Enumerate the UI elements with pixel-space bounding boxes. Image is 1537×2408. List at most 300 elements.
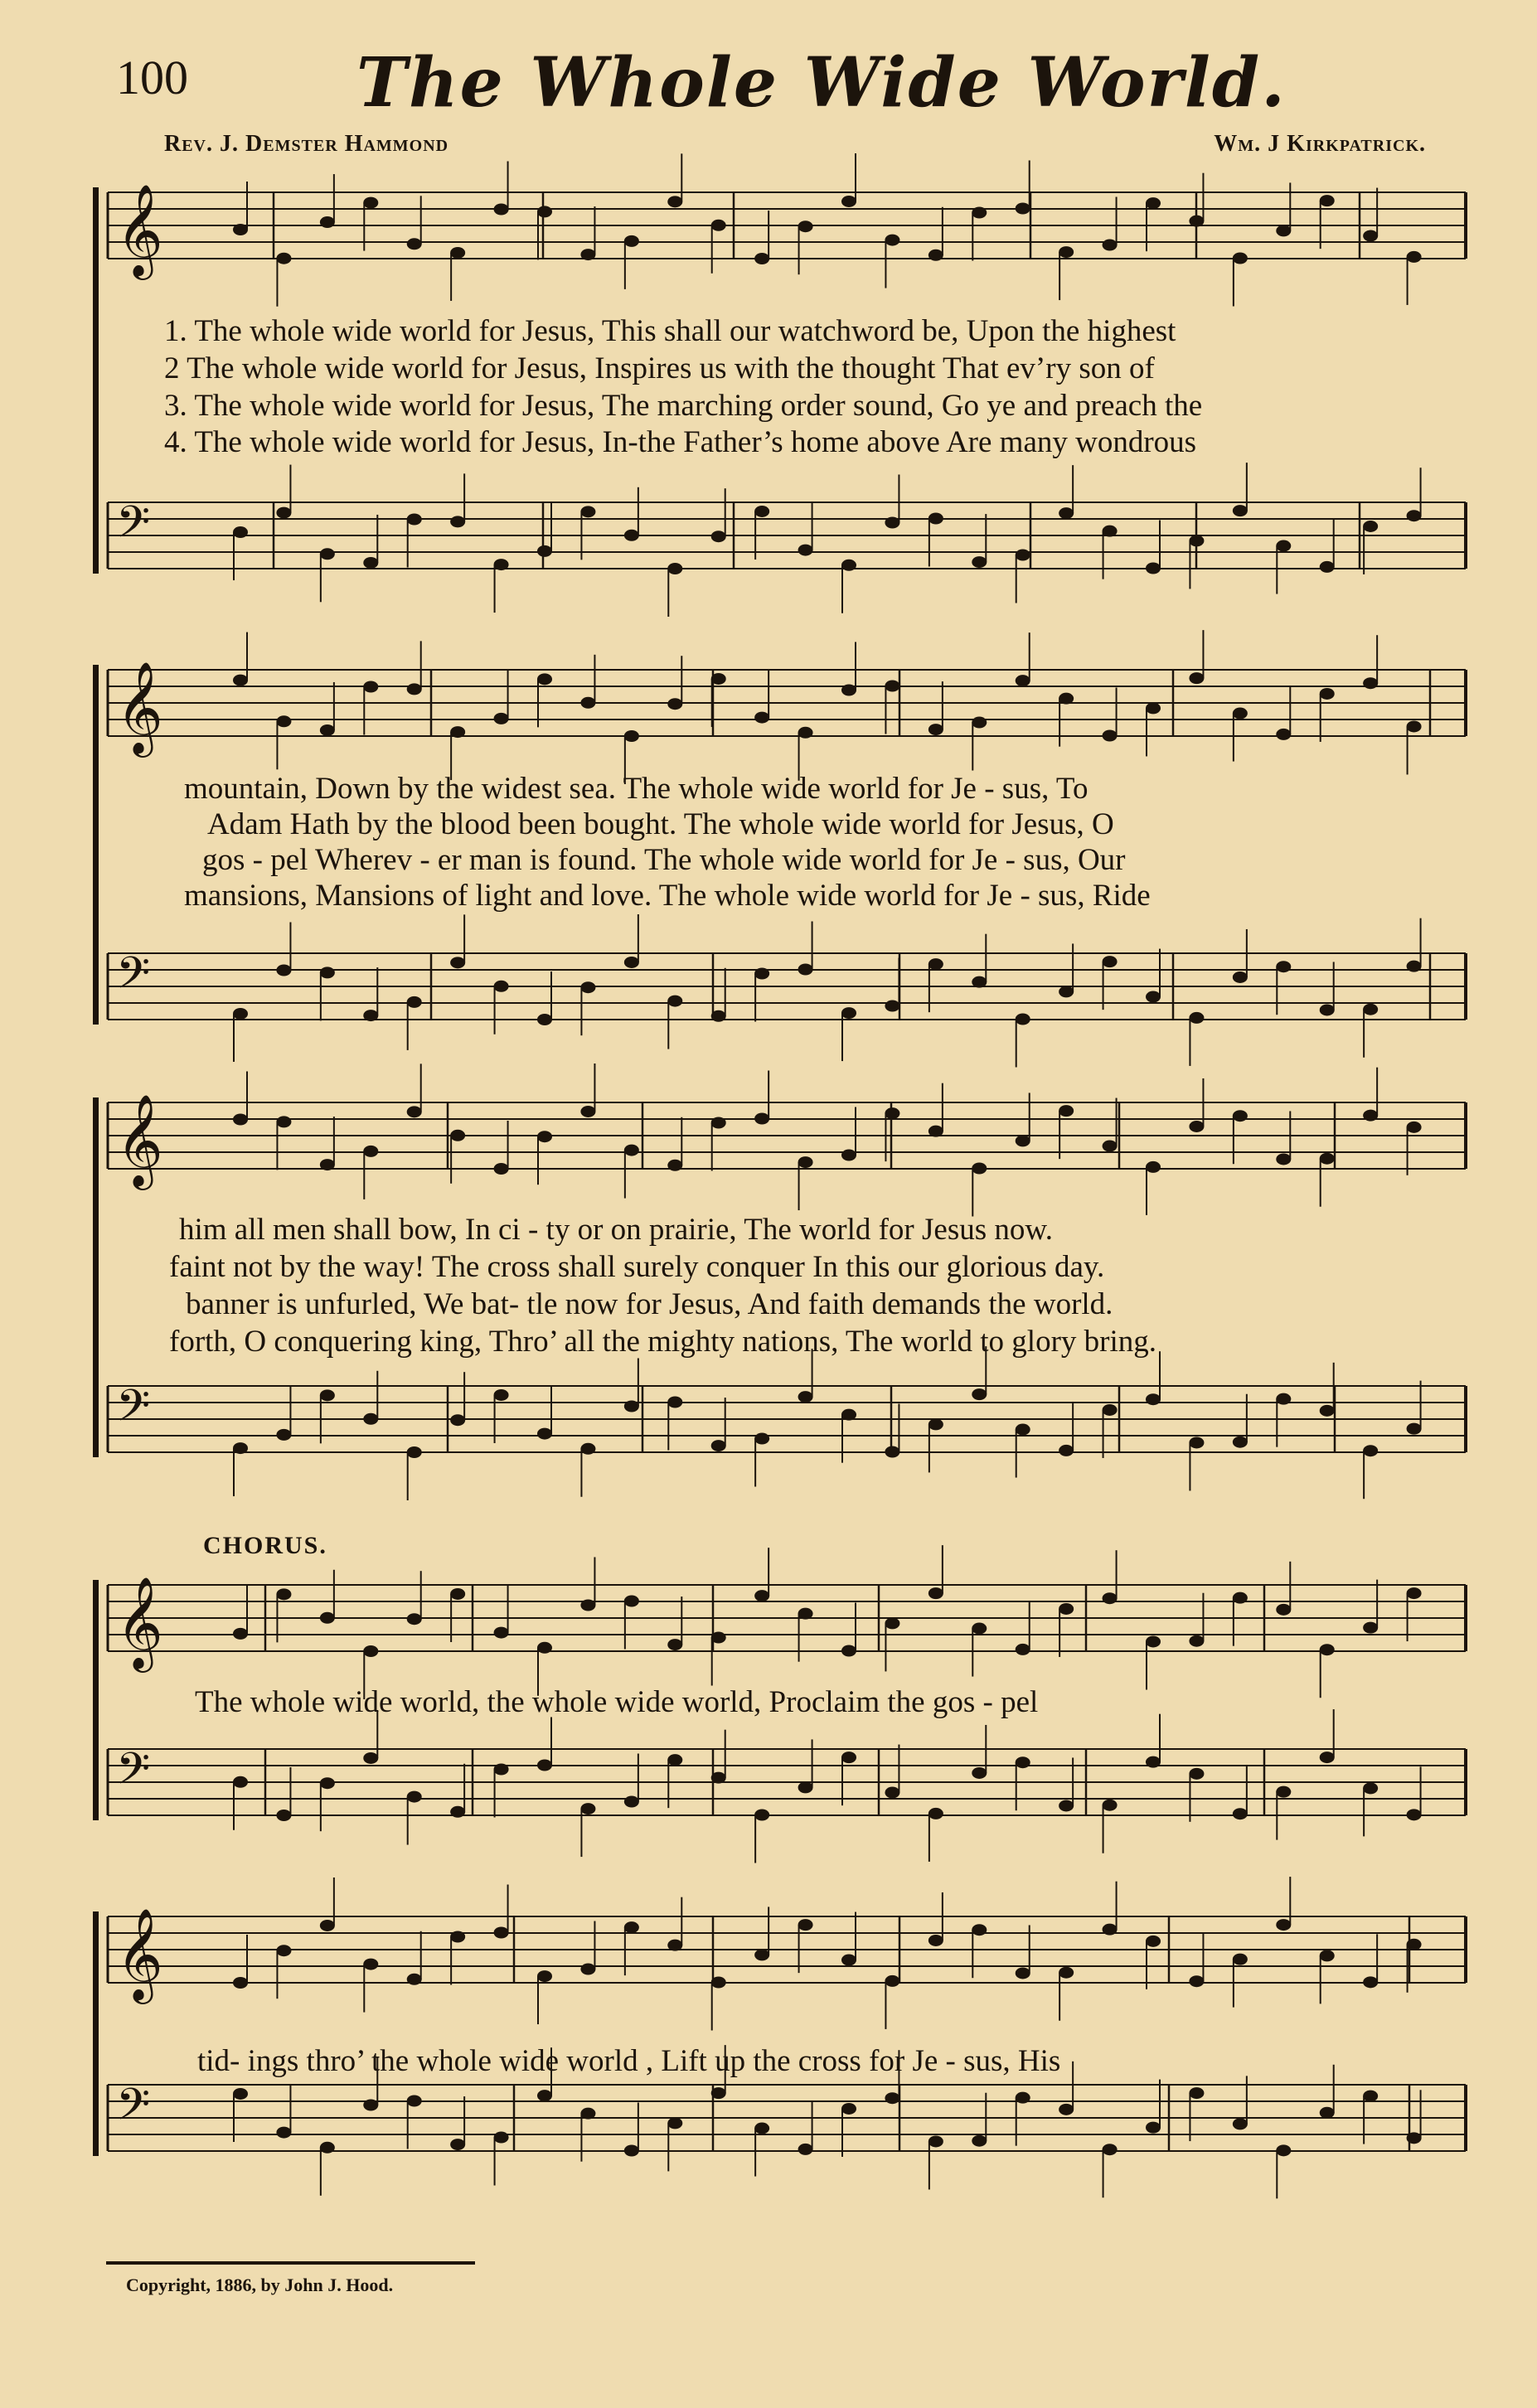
lyric-line: 3. The whole wide world for Jesus, The marching order sound, Go ye and preach the	[164, 389, 1203, 423]
note-head	[450, 247, 465, 259]
note-head	[841, 1955, 856, 1966]
lyric-line: 1. The whole wide world for Jesus, This shall our watchword be, Upon the highest	[164, 314, 1176, 348]
note-head	[233, 224, 248, 235]
bass-clef-icon: 𝄢	[116, 1744, 151, 1805]
note-head	[1407, 251, 1422, 263]
composer-credit: Wm. J Kirkpatrick.	[1214, 131, 1426, 157]
note-head	[1189, 1635, 1204, 1647]
note-head	[363, 2100, 378, 2111]
note-head	[929, 958, 943, 970]
note-head	[1276, 1786, 1291, 1798]
note-head	[450, 726, 465, 738]
note-head	[798, 1391, 813, 1403]
treble-clef-icon: 𝄞	[116, 1907, 163, 2000]
note-head	[320, 216, 335, 228]
note-head	[624, 1401, 639, 1412]
note-head	[885, 1787, 899, 1799]
note-head	[494, 559, 509, 570]
note-head	[1146, 1756, 1161, 1768]
note-head	[841, 1409, 856, 1421]
note-head	[320, 1777, 335, 1789]
note-head	[841, 1150, 856, 1161]
note-head	[363, 681, 378, 693]
note-head	[407, 1791, 422, 1803]
note-head	[1059, 246, 1074, 258]
note-head	[798, 727, 813, 739]
lyric-line: banner is unfurled, We bat- tle now for Jesus, And faith demands the world.	[186, 1287, 1113, 1321]
note-head	[1276, 1919, 1291, 1931]
note-head	[1016, 1756, 1030, 1768]
treble-clef-icon: 𝄞	[116, 661, 163, 753]
note-head	[972, 207, 987, 219]
note-head	[320, 1612, 335, 1624]
note-head	[580, 1964, 595, 1975]
note-head	[1103, 1592, 1118, 1604]
note-head	[929, 724, 943, 735]
note-head	[1276, 2144, 1291, 2156]
note-head	[537, 206, 552, 217]
note-head	[624, 1921, 639, 1933]
note-head	[929, 1587, 943, 1599]
note-head	[1320, 561, 1335, 573]
note-head	[754, 506, 769, 517]
note-head	[1363, 1782, 1378, 1794]
note-head	[320, 1389, 335, 1401]
treble-clef-icon: 𝄞	[116, 1576, 163, 1669]
note-head	[885, 1617, 899, 1629]
note-head	[1103, 1924, 1118, 1936]
note-head	[711, 220, 726, 231]
note-head	[233, 526, 248, 538]
note-head	[885, 2092, 899, 2104]
note-head	[1059, 1603, 1074, 1615]
note-head	[1146, 1161, 1161, 1173]
note-head	[754, 1949, 769, 1960]
note-head	[276, 715, 291, 727]
note-head	[580, 506, 595, 517]
note-head	[1407, 720, 1422, 732]
note-head	[1146, 1635, 1161, 1647]
lyric-line: tid- ings thro’ the whole wide world , Lift up the cross for Je - sus, His	[197, 2044, 1061, 2078]
note-head	[711, 531, 726, 542]
note-head	[450, 2139, 465, 2150]
note-head	[972, 1924, 987, 1936]
note-head	[1189, 216, 1204, 227]
note-head	[624, 530, 639, 541]
note-head	[363, 1752, 378, 1764]
note-head	[1233, 2118, 1248, 2129]
note-head	[972, 1162, 987, 1174]
note-head	[407, 2095, 422, 2107]
note-head	[1363, 230, 1378, 242]
note-head	[494, 1764, 509, 1776]
note-head	[1059, 1800, 1074, 1811]
note-head	[233, 1776, 248, 1788]
lyric-line: him all men shall bow, In ci - ty or on prairie, The world for Jesus now.	[179, 1213, 1053, 1247]
note-head	[711, 1632, 726, 1644]
bass-clef-icon: 𝄢	[116, 2080, 151, 2141]
note-head	[1363, 1004, 1378, 1015]
note-head	[841, 685, 856, 696]
note-head	[494, 1927, 509, 1939]
note-head	[537, 1760, 552, 1771]
note-head	[624, 1596, 639, 1607]
note-head	[1059, 1445, 1074, 1456]
note-head	[711, 1117, 726, 1129]
note-head	[1407, 2132, 1422, 2144]
note-head	[1059, 507, 1074, 519]
note-head	[624, 730, 639, 742]
note-head	[450, 1931, 465, 1943]
note-head	[1103, 1141, 1118, 1152]
note-head	[711, 1772, 726, 1784]
note-head	[1103, 2144, 1118, 2155]
note-head	[711, 2087, 726, 2099]
note-head	[1103, 240, 1118, 251]
note-head	[667, 698, 682, 710]
note-head	[667, 563, 682, 574]
note-head	[885, 681, 899, 692]
note-head	[537, 673, 552, 685]
note-head	[929, 1418, 943, 1430]
note-head	[667, 1639, 682, 1650]
note-head	[1016, 1424, 1030, 1436]
bass-clef-icon: 𝄢	[116, 497, 151, 559]
note-head	[450, 1414, 465, 1426]
note-head	[1363, 1445, 1378, 1456]
note-head	[1059, 2104, 1074, 2115]
note-head	[929, 250, 943, 261]
note-head	[929, 1935, 943, 1946]
note-head	[754, 1433, 769, 1445]
note-head	[580, 1443, 595, 1455]
note-head	[1103, 1800, 1118, 1811]
note-head	[885, 1107, 899, 1119]
note-head	[841, 196, 856, 207]
note-head	[1407, 1587, 1422, 1599]
note-head	[1016, 2092, 1030, 2104]
note-head	[929, 2135, 943, 2147]
note-head	[1146, 1393, 1161, 1405]
lyric-line: gos - pel Wherev - er man is found. The whole wide world for Je - sus, Our	[202, 843, 1126, 877]
bass-clef-icon: 𝄢	[116, 1381, 151, 1442]
note-head	[1233, 1808, 1248, 1819]
lyric-line: faint not by the way! The cross shall surely conquer In this our glorious day.	[169, 1250, 1105, 1284]
note-head	[1407, 961, 1422, 972]
note-head	[276, 1810, 291, 1821]
note-head	[667, 1397, 682, 1408]
note-head	[1276, 1393, 1291, 1405]
note-head	[841, 560, 856, 571]
note-head	[1320, 1751, 1335, 1763]
note-head	[1016, 1013, 1030, 1025]
chorus-label: CHORUS.	[203, 1532, 327, 1559]
note-head	[1189, 1121, 1204, 1132]
footer-rule	[106, 2261, 475, 2265]
note-head	[407, 1613, 422, 1625]
note-head	[841, 1751, 856, 1763]
note-head	[233, 1008, 248, 1020]
note-head	[1233, 971, 1248, 983]
note-head	[798, 545, 813, 556]
note-head	[1103, 729, 1118, 741]
note-head	[667, 996, 682, 1007]
note-head	[233, 1977, 248, 1989]
note-head	[1016, 1967, 1030, 1979]
note-head	[276, 1429, 291, 1441]
note-head	[407, 1974, 422, 1985]
note-head	[580, 1600, 595, 1611]
note-head	[1363, 1110, 1378, 1122]
note-head	[1059, 1105, 1074, 1117]
note-head	[1407, 1809, 1422, 1820]
note-head	[1016, 1135, 1030, 1146]
note-head	[363, 1959, 378, 1970]
note-head	[1320, 1153, 1335, 1165]
note-head	[580, 981, 595, 993]
note-head	[1146, 2122, 1161, 2134]
note-head	[320, 1920, 335, 1931]
note-head	[1016, 1644, 1030, 1655]
note-head	[363, 1146, 378, 1157]
note-head	[1363, 521, 1378, 532]
note-head	[1233, 1592, 1248, 1604]
note-head	[798, 2144, 813, 2155]
lyric-line: 4. The whole wide world for Jesus, In-the Father’s home above Are many wondrous	[164, 425, 1197, 459]
lyricist-credit: Rev. J. Demster Hammond	[164, 131, 449, 157]
note-head	[798, 1919, 813, 1931]
note-head	[667, 1940, 682, 1951]
note-head	[1320, 1405, 1335, 1417]
note-head	[1320, 2107, 1335, 2119]
note-head	[1233, 1437, 1248, 1448]
note-head	[798, 964, 813, 976]
note-head	[798, 220, 813, 232]
note-head	[494, 1163, 509, 1175]
note-head	[1276, 729, 1291, 740]
note-head	[711, 1010, 726, 1022]
note-head	[1233, 1110, 1248, 1122]
note-head	[363, 1413, 378, 1425]
note-head	[494, 1389, 509, 1401]
lyric-line: forth, O conquering king, Thro’ all the mighty nations, The world to glory bring.	[169, 1325, 1157, 1359]
note-head	[233, 1114, 248, 1126]
page-number: 100	[116, 51, 188, 104]
treble-clef-icon: 𝄞	[116, 183, 163, 276]
note-head	[972, 1623, 987, 1635]
song-title: The Whole Wide World.	[356, 43, 1287, 123]
note-head	[1146, 991, 1161, 1003]
note-head	[1276, 540, 1291, 552]
note-head	[972, 1767, 987, 1779]
note-head	[624, 1796, 639, 1808]
note-head	[1189, 1012, 1204, 1024]
note-head	[450, 957, 465, 968]
note-head	[972, 2135, 987, 2147]
note-head	[1363, 1622, 1378, 1634]
note-head	[1320, 1644, 1335, 1655]
note-head	[494, 981, 509, 992]
lyric-line: Adam Hath by the blood been bought. The whole wide world for Jesus, O	[207, 807, 1114, 841]
note-head	[1016, 550, 1030, 561]
note-head	[841, 2103, 856, 2115]
note-head	[494, 1627, 509, 1639]
note-head	[407, 514, 422, 526]
note-head	[494, 2132, 509, 2144]
note-head	[667, 1754, 682, 1766]
note-head	[841, 1007, 856, 1019]
note-head	[233, 2088, 248, 2100]
note-head	[624, 2144, 639, 2156]
system-bracket	[93, 1097, 99, 1457]
note-head	[798, 1781, 813, 1793]
lyric-line: 2 The whole wide world for Jesus, Inspires us with the thought That ev’ry son of	[164, 351, 1155, 385]
note-head	[407, 1106, 422, 1117]
note-head	[624, 235, 639, 247]
note-head	[711, 1976, 726, 1988]
note-head	[754, 1809, 769, 1820]
note-head	[233, 675, 248, 686]
note-head	[754, 2123, 769, 2134]
note-head	[1059, 1967, 1074, 1979]
note-head	[841, 1645, 856, 1656]
note-head	[1407, 510, 1422, 521]
note-head	[1103, 526, 1118, 537]
note-head	[1363, 2091, 1378, 2102]
note-head	[450, 1588, 465, 1600]
note-head	[1233, 1954, 1248, 1965]
note-head	[450, 516, 465, 527]
note-head	[1233, 252, 1248, 264]
bass-clef-icon: 𝄢	[116, 948, 151, 1010]
note-head	[276, 1116, 291, 1127]
note-head	[929, 1808, 943, 1819]
note-head	[972, 556, 987, 568]
note-head	[1059, 986, 1074, 997]
note-head	[1189, 1437, 1204, 1448]
note-head	[711, 1440, 726, 1451]
note-head	[450, 1806, 465, 1818]
note-head	[580, 1106, 595, 1117]
treble-clef-icon: 𝄞	[116, 1093, 163, 1186]
note-head	[1233, 505, 1248, 516]
note-head	[276, 253, 291, 264]
note-head	[233, 1442, 248, 1454]
note-head	[1407, 1939, 1422, 1950]
note-head	[1276, 225, 1291, 236]
note-head	[624, 1145, 639, 1156]
note-head	[1189, 2087, 1204, 2099]
note-head	[276, 2127, 291, 2139]
note-head	[1276, 1604, 1291, 1616]
note-head	[363, 1010, 378, 1021]
note-head	[667, 2117, 682, 2129]
note-head	[320, 548, 335, 560]
note-head	[276, 1945, 291, 1956]
note-head	[1320, 1950, 1335, 1961]
note-head	[711, 673, 726, 685]
note-head	[537, 1642, 552, 1654]
note-head	[1016, 203, 1030, 215]
note-head	[798, 1156, 813, 1168]
note-head	[885, 1001, 899, 1012]
note-head	[972, 976, 987, 988]
note-head	[407, 238, 422, 250]
note-head	[537, 545, 552, 557]
lyric-line: mansions, Mansions of light and love. The whole wide world for Je - sus, Ride	[184, 879, 1151, 913]
note-head	[1363, 677, 1378, 689]
note-head	[537, 1131, 552, 1142]
note-head	[1146, 562, 1161, 574]
note-head	[407, 683, 422, 695]
note-head	[754, 712, 769, 724]
note-head	[407, 996, 422, 1008]
note-head	[580, 2108, 595, 2120]
note-head	[885, 235, 899, 246]
note-head	[1276, 961, 1291, 972]
note-head	[580, 697, 595, 709]
lyric-line: The whole wide world, the whole wide world, Proclaim the gos - pel	[195, 1685, 1039, 1719]
note-head	[1276, 1153, 1291, 1165]
note-head	[624, 957, 639, 968]
note-head	[1407, 1122, 1422, 1133]
note-head	[537, 1014, 552, 1025]
note-head	[580, 249, 595, 260]
note-head	[885, 1446, 899, 1457]
note-head	[450, 1130, 465, 1141]
note-head	[1103, 1404, 1118, 1416]
copyright-notice: Copyright, 1886, by John J. Hood.	[126, 2275, 394, 2295]
note-head	[667, 196, 682, 207]
note-head	[1407, 1423, 1422, 1435]
note-head	[363, 557, 378, 569]
note-head	[320, 967, 335, 978]
note-head	[1146, 1936, 1161, 1947]
note-head	[494, 204, 509, 216]
note-head	[885, 517, 899, 529]
note-head	[276, 507, 291, 519]
note-head	[754, 1590, 769, 1601]
note-head	[885, 1975, 899, 1987]
note-head	[929, 513, 943, 525]
note-head	[1059, 693, 1074, 705]
note-head	[754, 253, 769, 264]
note-head	[1189, 1768, 1204, 1780]
note-head	[798, 1608, 813, 1620]
note-head	[1189, 535, 1204, 546]
note-head	[1146, 197, 1161, 209]
system-bracket	[93, 665, 99, 1025]
note-head	[580, 1803, 595, 1814]
note-head	[276, 965, 291, 976]
note-head	[537, 1970, 552, 1982]
note-head	[754, 968, 769, 980]
note-head	[1146, 702, 1161, 714]
note-head	[667, 1160, 682, 1171]
note-head	[494, 713, 509, 724]
note-head	[537, 2090, 552, 2101]
note-head	[1320, 195, 1335, 206]
lyric-line: mountain, Down by the widest sea. The whole wide world for Je - sus, To	[184, 772, 1089, 806]
note-head	[1189, 1975, 1204, 1987]
note-head	[320, 1159, 335, 1170]
note-head	[320, 724, 335, 736]
note-head	[972, 1388, 987, 1400]
note-head	[363, 197, 378, 209]
note-head	[1233, 708, 1248, 719]
note-head	[1189, 672, 1204, 684]
note-head	[320, 2142, 335, 2154]
